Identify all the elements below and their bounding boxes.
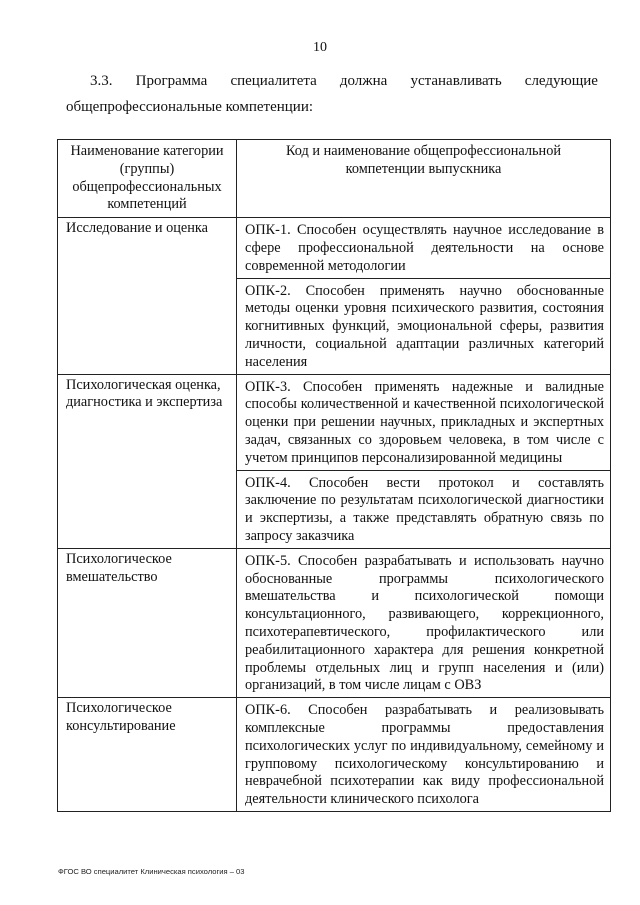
intro-word: следующие [524,73,598,89]
competency-cell: ОПК-2. Способен применять научно обоснованные методы оценки уровня психического развития, состояния когнитивных функций, эмоциональной сферы, развития личности, социальной адаптации различных категорий населения [237,278,611,374]
intro-line-2: общепрофессиональные компетенции: [66,99,314,115]
intro-line-1 [90,68,598,94]
category-cell: Психологическое консультирование [58,698,237,812]
page-number: 10 [313,40,327,55]
intro-word: должна [339,73,388,89]
intro-word: 3.3. [90,73,113,89]
header-category: Наименование категории (группы) общепрофессиональных компетенций [58,140,237,218]
intro-paragraph [66,68,598,120]
table-row [58,374,611,470]
competency-cell: ОПК-1. Способен осуществлять научное исследование в сфере профессиональной деятельности на основе современной методологии [237,218,611,278]
table-row [58,698,611,812]
footer-note: ФГОС ВО специалитет Клиническая психология – 03 [58,867,245,876]
category-cell: Исследование и оценка [58,218,237,374]
category-cell: Психологическая оценка, диагностика и экспертиза [58,374,237,548]
table-row [58,548,611,697]
table-header-row [58,140,611,218]
intro-word: устанавливать [410,73,502,89]
competency-cell: ОПК-5. Способен разрабатывать и использовать научно обоснованные программы психологического вмешательства и психологической помощи консультационного, развивающего, коррекционного, психотерапевтического, профилактического или реабилитационного характера для решения конкретной проблемы отдельных лиц и групп населения и (или) организаций, в том числе лицам с ОВЗ [237,548,611,697]
competency-cell: ОПК-3. Способен применять надежные и валидные способы количественной и качественной психологической оценки при решении научных, прикладных и экспертных задач, связанных со здоровьем человека, в том числе с учетом принципов персонализированной медицины [237,374,611,470]
header-code: Код и наименование общепрофессиональной компетенции выпускника [237,140,611,218]
category-cell: Психологическое вмешательство [58,548,237,697]
intro-word: специалитета [230,73,317,89]
competency-cell: ОПК-6. Способен разрабатывать и реализовывать комплексные программы предоставления психологических услуг по индивидуальному, семейному и групповому психологическому консультированию и неврачебной психотерапии как виду профессиональной деятельности клинического психолога [237,698,611,812]
intro-word: Программа [135,73,208,89]
competency-cell: ОПК-4. Способен вести протокол и составлять заключение по результатам психологической диагностики и экспертизы, а также представлять обратную связь по запросу заказчика [237,470,611,548]
table-row [58,218,611,278]
competencies-table [57,139,611,812]
